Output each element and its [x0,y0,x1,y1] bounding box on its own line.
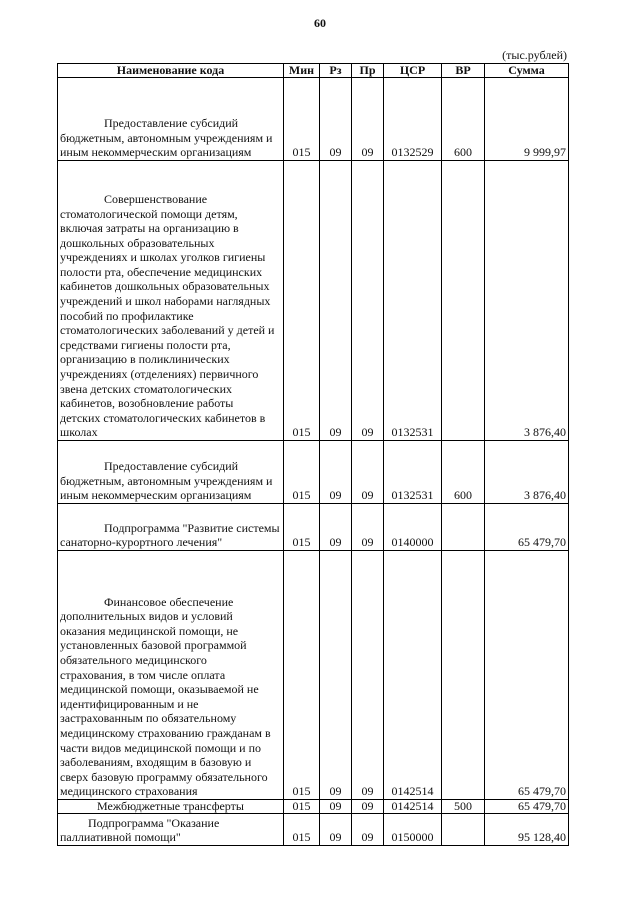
row-name-line: полости рта, обеспечение медицинских [60,264,263,279]
cell-pr: 09 [352,551,384,800]
row-name-line: Межбюджетные трансферты [97,799,244,813]
cell-min: 015 [284,551,320,800]
units-label: (тыс.рублей) [502,48,567,62]
cell-min: 015 [284,504,320,551]
row-name-cell [58,504,284,551]
cell-sum: 65 479,70 [485,504,569,551]
row-name-line: учреждениях (отделениях) первичного [60,367,259,382]
budget-table [57,63,569,846]
row-name-line: паллиативной помощи" [60,830,181,845]
table-row [58,441,569,504]
row-name-line: Предоставление субсидий [104,459,239,474]
row-name-line: организацию в поликлинических [60,352,230,367]
cell-pr: 09 [352,441,384,504]
row-name-line: стоматологических заболеваний у детей и [60,323,275,338]
cell-rz: 09 [320,800,352,814]
cell-rz: 09 [320,78,352,161]
row-name-line: дополнительных видов и условий [60,609,233,624]
cell-rz: 09 [320,814,352,846]
cell-min: 015 [284,800,320,814]
row-name-line: школах [60,425,98,440]
cell-min: 015 [284,78,320,161]
row-name-cell [58,551,284,800]
cell-rz: 09 [320,551,352,800]
row-name-line: сверх базовую программу обязательного [60,769,268,784]
cell-pr: 09 [352,814,384,846]
row-name-line: санаторно-курортного лечения" [60,535,223,550]
table-row [58,800,569,814]
cell-csr: 0132531 [384,441,442,504]
row-name-line: медицинского страхования [60,784,198,799]
row-name-line: бюджетным, автономным учреждениям и [60,473,273,488]
cell-sum: 9 999,97 [485,78,569,161]
page-number: 60 [314,16,326,30]
cell-sum: 3 876,40 [485,161,569,441]
row-name-line: Финансовое обеспечение [104,594,234,609]
cell-rz: 09 [320,504,352,551]
header-min: Мин [284,64,320,78]
row-name-line: медицинскому страхованию гражданам в [60,726,271,741]
row-name-line: Подпрограмма "Оказание [88,815,220,830]
row-name-line: включая затраты на организацию в [60,221,239,236]
row-name-line: медицинской помощи, оказываемой не [60,682,259,697]
header-vr: ВР [442,64,485,78]
row-name-line: установленных базовой программой [60,638,247,653]
row-name-line: идентифицированным и не [60,696,199,711]
row-name-line: дошкольных образовательных [60,235,215,250]
row-name-line: стоматологической помощи детям, [60,206,238,221]
row-name-line: Совершенствование [104,191,208,206]
cell-pr: 09 [352,161,384,441]
header-name: Наименование кода [58,64,284,78]
table-row [58,78,569,161]
row-name-line: бюджетным, автономным учреждениям и [60,130,273,145]
row-name-cell [58,441,284,504]
cell-csr: 0132529 [384,78,442,161]
header-row [58,64,569,78]
row-name-line: учреждениях и школах уголков гигиены [60,250,266,265]
row-name-line: части видов медицинской помощи и по [60,740,262,755]
row-name-line: страхования, в том числе оплата [60,667,226,682]
cell-pr: 09 [352,504,384,551]
row-name-cell [58,800,284,814]
row-name-line: заболеваниям, входящим в базовую и [60,755,252,770]
cell-csr: 0150000 [384,814,442,846]
row-name-line: звена детских стоматологических [60,381,233,396]
cell-vr [442,551,485,800]
cell-min: 015 [284,814,320,846]
header-csr: ЦСР [384,64,442,78]
cell-pr: 09 [352,800,384,814]
row-name-line: Предоставление субсидий [104,116,239,131]
row-name-line: иным некоммерческим организациям [60,488,252,503]
cell-min: 015 [284,441,320,504]
cell-csr: 0142514 [384,800,442,814]
cell-csr: 0142514 [384,551,442,800]
row-name-line: детских стоматологических кабинетов в [60,410,266,425]
cell-vr [442,814,485,846]
row-name-line: кабинетов, возобновление работы [60,396,234,411]
cell-rz: 09 [320,161,352,441]
row-name-cell [58,78,284,161]
cell-csr: 0132531 [384,161,442,441]
row-name-line: Подпрограмма "Развитие системы [104,520,280,535]
cell-min: 015 [284,161,320,441]
row-name-line: учреждений и школ наборами наглядных [60,294,271,309]
row-name-line: кабинетов дошкольных образовательных [60,279,270,294]
table-row [58,161,569,441]
cell-sum: 65 479,70 [485,551,569,800]
table-row [58,551,569,800]
cell-vr: 600 [442,78,485,161]
cell-vr [442,504,485,551]
row-name-line: иным некоммерческим организациям [60,145,252,160]
header-sum: Сумма [485,64,569,78]
cell-sum: 65 479,70 [485,800,569,814]
table-row [58,814,569,846]
table-row [58,504,569,551]
row-name-line: обязательного медицинского [60,653,207,668]
header-pr: Пр [352,64,384,78]
row-name-line: оказания медицинской помощи, не [60,623,239,638]
cell-sum: 95 128,40 [485,814,569,846]
row-name-cell [58,161,284,441]
cell-csr: 0140000 [384,504,442,551]
row-name-line: пособий по профилактике [60,308,194,323]
header-rz: Рз [320,64,352,78]
cell-rz: 09 [320,441,352,504]
cell-vr [442,161,485,441]
cell-pr: 09 [352,78,384,161]
cell-vr: 500 [442,800,485,814]
row-name-cell [58,814,284,846]
cell-vr: 600 [442,441,485,504]
cell-sum: 3 876,40 [485,441,569,504]
row-name-line: средствами гигиены полости рта, [60,337,231,352]
row-name-line: застрахованным по обязательному [60,711,237,726]
